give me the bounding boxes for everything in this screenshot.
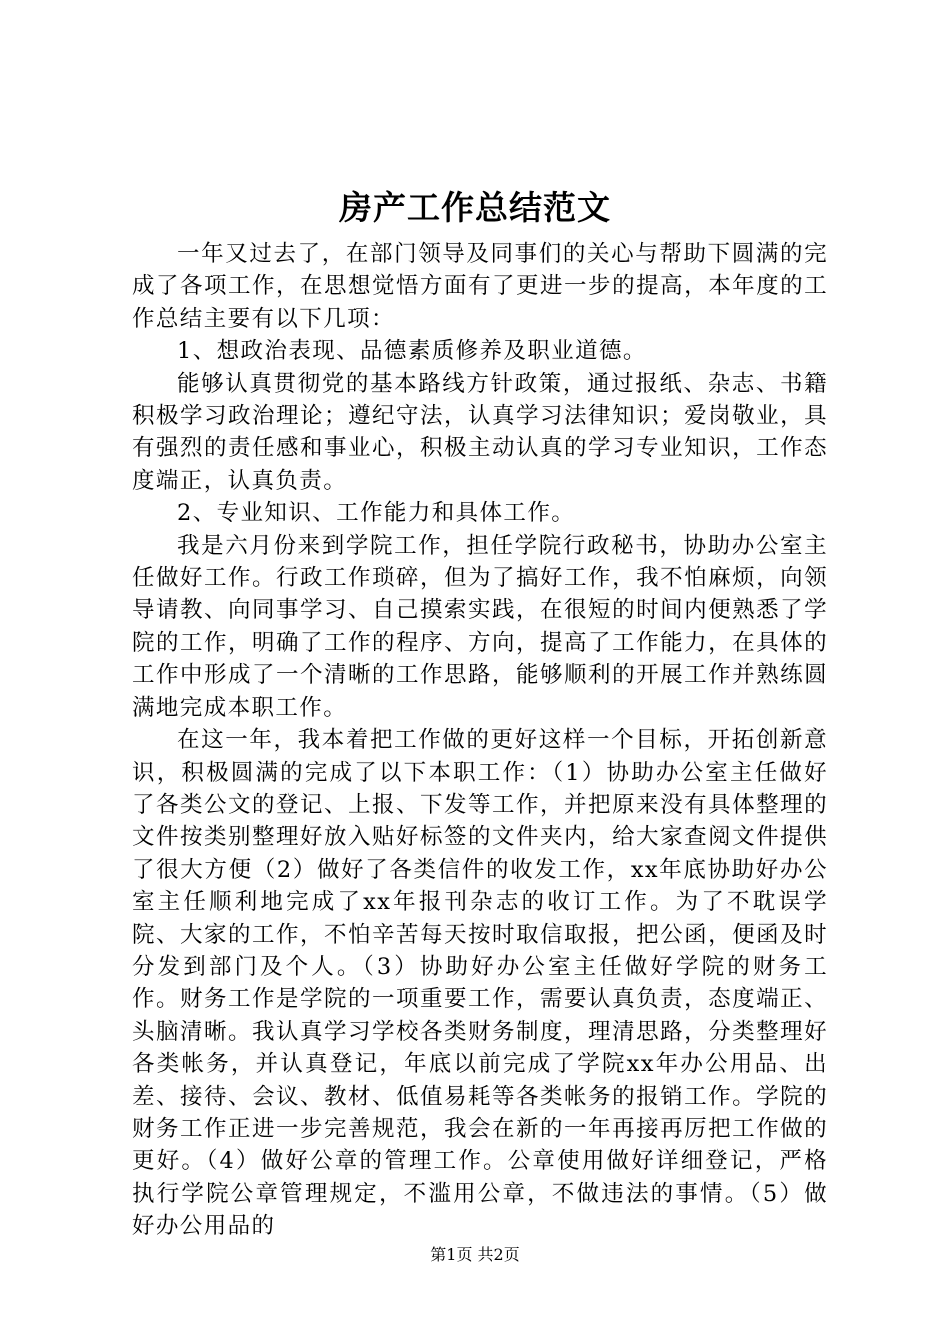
section-heading-1: 1、想政治表现、品德素质修养及职业道德。 <box>177 338 647 365</box>
paragraph-work-ability: 我是六月份来到学院工作，担任学院行政秘书，协助办公室主任做好工作。行政工作琐碎，但为了搞好工作，我不怕麻烦，向领导请教、向同事学习、自己摸索实践，在很短的时间内便熟悉了学院的工作，明确了工作的程序、方向，提高了工作能力，在具体的工作中形成了一个清晰的工作思路，能够顺利的开展工作并熟练圆满地完成本职工作。 <box>132 532 828 721</box>
page-footer: 第1页 共2页 <box>430 1245 520 1264</box>
document-title: 房产工作总结范文 <box>339 188 611 227</box>
paragraph-political: 能够认真贯彻党的基本路线方针政策，通过报纸、杂志、书籍积极学习政治理论；遵纪守法，认真学习法律知识；爱岗敬业，具有强烈的责任感和事业心，积极主动认真的学习专业知识，工作态度端正，认真负责。 <box>132 370 828 494</box>
document-body <box>132 238 828 1243</box>
paragraph-duties: 在这一年，我本着把工作做的更好这样一个目标，开拓创新意识，积极圆满的完成了以下本职工作：（1）协助办公室主任做好了各类公文的登记、上报、下发等工作，并把原来没有具体整理的文件按类别整理好放入贴好标签的文件夹内，给大家查阅文件提供了很大方便（2）做好了各类信件的收发工作，xx年底协助好办公室主任顺利地完成了xx年报刊杂志的收订工作。为了不耽误学院、大家的工作，不怕辛苦每天按时取信取报，把公函，便函及时分发到部门及个人。（3）协助好办公室主任做好学院的财务工作。财务工作是学院的一项重要工作，需要认真负责，态度端正、头脑清晰。我认真学习学校各类财务制度，理清思路，分类整理好各类帐务，并认真登记，年底以前完成了学院xx年办公用品、出差、接待、会议、教材、低值易耗等各类帐务的报销工作。学院的财务工作正进一步完善规范，我会在新的一年再接再厉把工作做的更好。（4）做好公章的管理工作。公章使用做好详细登记，严格执行学院公章管理规定，不滥用公章，不做违法的事情。（5）做好办公用品的 <box>132 727 828 1240</box>
paragraph-intro: 一年又过去了，在部门领导及同事们的关心与帮助下圆满的完成了各项工作，在思想觉悟方面有了更进一步的提高，本年度的工作总结主要有以下几项： <box>132 241 828 332</box>
section-heading-2: 2、专业知识、工作能力和具体工作。 <box>177 500 576 527</box>
